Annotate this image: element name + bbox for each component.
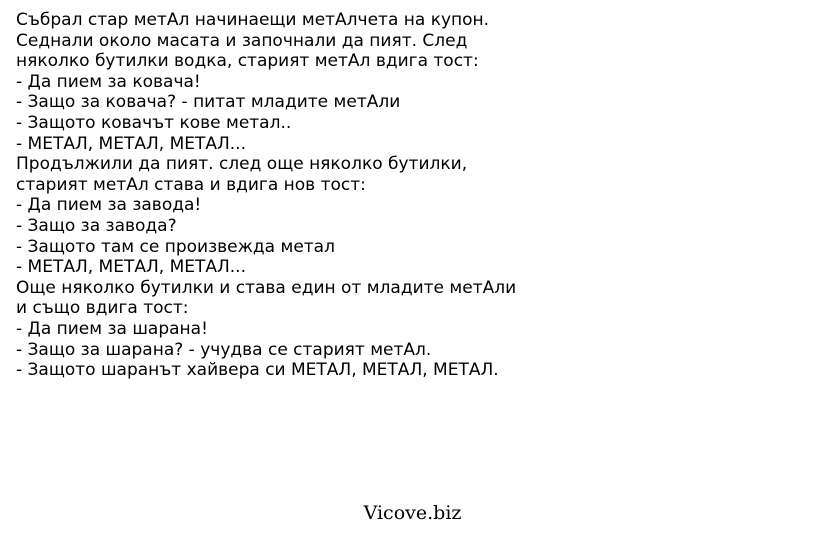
joke-line: Събрал стар метАл начинаещи метАлчета на купон. [16, 10, 490, 30]
joke-text [16, 10, 806, 381]
joke-line: старият метАл става и вдига нов тост: [16, 174, 366, 195]
joke-line: - Да пием за шарана! [16, 318, 208, 339]
joke-line: Още няколко бутилки и става един от младите метАли [16, 277, 517, 298]
joke-line: - Защо за ковача? - питат младите метАли [16, 92, 401, 113]
joke-line: - Защото шаранът хайвера си МЕТАЛ, МЕТАЛ, МЕТАЛ. [16, 360, 499, 381]
joke-line: - МЕТАЛ, МЕТАЛ, МЕТАЛ... [16, 133, 246, 154]
joke-line: и също вдига тост: [16, 298, 189, 319]
joke-line: - Защо за шарана? - учудва се старият метАл. [16, 339, 432, 360]
joke-line: - Да пием за завода! [16, 195, 202, 216]
site-watermark: Vicove.biz [363, 502, 462, 524]
joke-line: - Защото ковачът кове метал.. [16, 112, 292, 133]
joke-line: - Да пием за ковача! [16, 71, 201, 92]
joke-line: няколко бутилки водка, старият метАл вдига тост: [16, 51, 479, 72]
joke-line: - МЕТАЛ, МЕТАЛ, МЕТАЛ... [16, 257, 246, 278]
joke-line: - Защото там се произвежда метал [16, 236, 335, 257]
joke-line: Седнали около масата и започнали да пият. След [16, 30, 468, 51]
joke-line: Продължили да пият. след още няколко бутилки, [16, 154, 468, 175]
joke-line: - Защо за завода? [16, 215, 177, 236]
